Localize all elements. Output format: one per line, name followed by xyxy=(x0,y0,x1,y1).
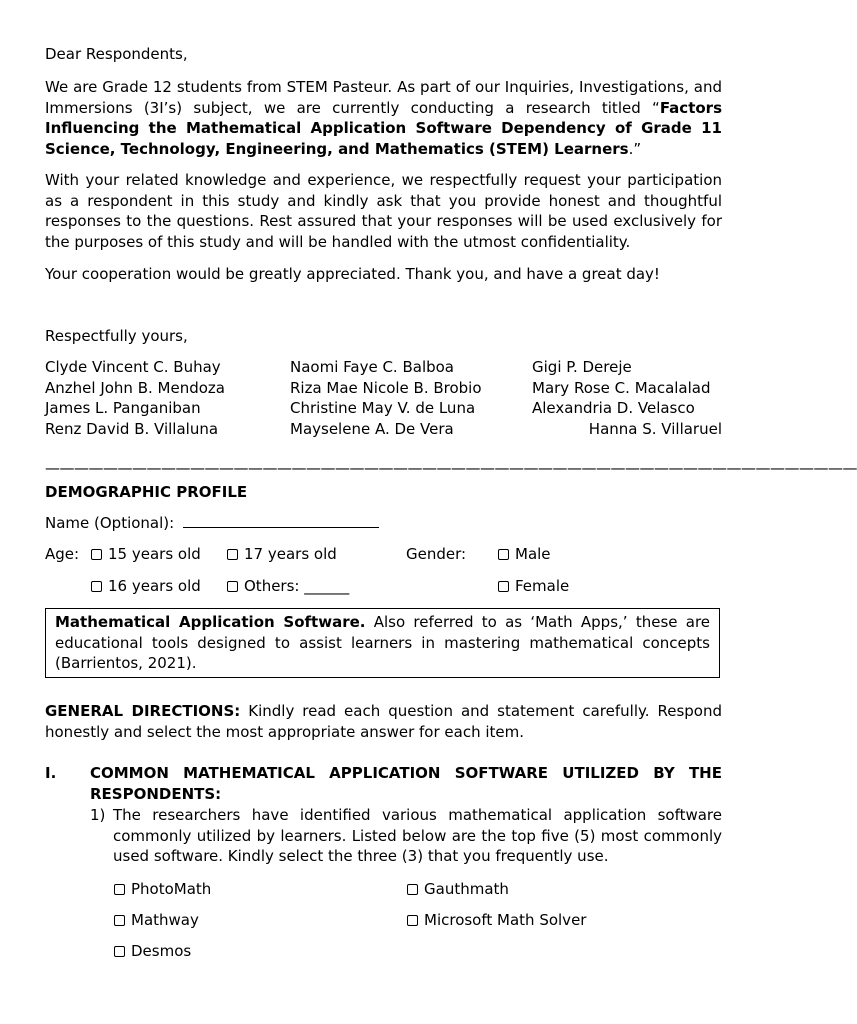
section-number: I. xyxy=(45,764,57,782)
checkbox[interactable] xyxy=(407,915,418,926)
intro-paragraph: We are Grade 12 students from STEM Pasteur. As part of our Inquiries, Investigations, and Immersions (3I’s) subject, we are currently conducting a research titled “Factors Influencing the Mathematical Application Software Dependency of Grade 11 Science, Technology, Engineering, and Mathematics (STEM) Learners.” xyxy=(45,78,722,159)
thanks-paragraph: Your cooperation would be greatly appreciated. Thank you, and have a great day! xyxy=(45,265,660,283)
checkbox[interactable] xyxy=(227,581,238,592)
signatory-name: Clyde Vincent C. Buhay xyxy=(45,358,221,376)
question-text: The researchers have identified various mathematical application software commonly utilized by learners. Listed below are the top five (5) most commonly used software. Kindly select the three (3) that you frequently use. xyxy=(113,806,722,866)
signatory-name: Hanna S. Villaruel xyxy=(588,420,722,439)
signatories-col-3 xyxy=(532,357,722,440)
option-gauthmath[interactable]: Gauthmath xyxy=(407,879,509,900)
directions-text: Kindly read each question and statement carefully. Respond honestly and select the most appropriate answer for each item. xyxy=(45,702,722,741)
checkbox[interactable] xyxy=(498,581,509,592)
name-row xyxy=(45,513,379,534)
checkbox[interactable] xyxy=(91,549,102,560)
option-desmos[interactable]: Desmos xyxy=(114,941,191,962)
signatory-name: Renz David B. Villaluna xyxy=(45,420,219,439)
checkbox[interactable] xyxy=(114,915,125,926)
definition-term: Mathematical Application Software. xyxy=(55,613,366,631)
option-photomath[interactable]: PhotoMath xyxy=(114,879,211,900)
gender-label: Gender: xyxy=(406,545,467,563)
checkbox[interactable] xyxy=(407,884,418,895)
age-option-15[interactable]: 15 years old xyxy=(91,544,201,565)
section-divider: ———————————————————————————————————————————————————————— xyxy=(45,459,857,477)
age-option-17[interactable]: 17 years old xyxy=(227,544,337,565)
definition-text: Also referred to as ‘Math Apps,’ these are educational tools designed to assist learners in mastering mathematical concepts (Barrientos, 2021). xyxy=(55,613,711,673)
request-paragraph: With your related knowledge and experience, we respectfully request your participation as a respondent in this study and kindly ask that you provide honest and thoughtful responses to the questions. Rest assured that your responses will be used exclusively for the purposes of this study and will be handled with the utmost confidentiality. xyxy=(45,171,722,252)
signatory-name: Mayselene A. De Vera xyxy=(290,420,454,439)
question-number: 1) xyxy=(90,806,106,824)
signatories-col-2 xyxy=(290,357,482,440)
directions-label: GENERAL DIRECTIONS: xyxy=(45,702,241,720)
signatory-name: Christine May V. de Luna xyxy=(290,399,476,418)
checkbox[interactable] xyxy=(114,946,125,957)
general-directions xyxy=(45,701,722,742)
age-option-16[interactable]: 16 years old xyxy=(91,576,201,597)
signatory-name: Naomi Faye C. Balboa xyxy=(290,358,455,376)
definition-box xyxy=(45,608,720,678)
research-title: Factors Influencing the Mathematical Application Software Dependency of Grade 11 Science, Technology, Engineering, and Mathematics (STEM) Learners xyxy=(45,98,722,159)
gender-option-male[interactable]: Male xyxy=(498,544,551,565)
age-option-others[interactable]: Others: ______ xyxy=(227,576,349,597)
signatory-name: Anzhel John B. Mendoza xyxy=(45,378,225,397)
signatory-name: Mary Rose C. Macalalad xyxy=(532,378,711,397)
signatory-name: Alexandria D. Velasco xyxy=(532,399,695,418)
gender-option-female[interactable]: Female xyxy=(498,576,569,597)
age-label: Age: xyxy=(45,545,80,563)
salutation: Dear Respondents, xyxy=(45,45,188,63)
signatories-col-1 xyxy=(45,357,225,440)
closing: Respectfully yours, xyxy=(45,327,188,345)
option-mathway[interactable]: Mathway xyxy=(114,910,199,931)
demographic-heading: DEMOGRAPHIC PROFILE xyxy=(45,483,248,501)
checkbox[interactable] xyxy=(227,549,238,560)
checkbox[interactable] xyxy=(91,581,102,592)
name-field[interactable] xyxy=(183,513,379,528)
checkbox[interactable] xyxy=(114,884,125,895)
signatory-name: Gigi P. Dereje xyxy=(532,358,632,376)
checkbox[interactable] xyxy=(498,549,509,560)
option-microsoft-math-solver[interactable]: Microsoft Math Solver xyxy=(407,910,586,931)
name-label: Name (Optional): xyxy=(45,514,175,532)
section-title: COMMON MATHEMATICAL APPLICATION SOFTWARE UTILIZED BY THE RESPONDENTS: xyxy=(90,764,722,803)
signatory-name: James L. Panganiban xyxy=(45,399,201,418)
signatory-name: Riza Mae Nicole B. Brobio xyxy=(290,378,482,397)
